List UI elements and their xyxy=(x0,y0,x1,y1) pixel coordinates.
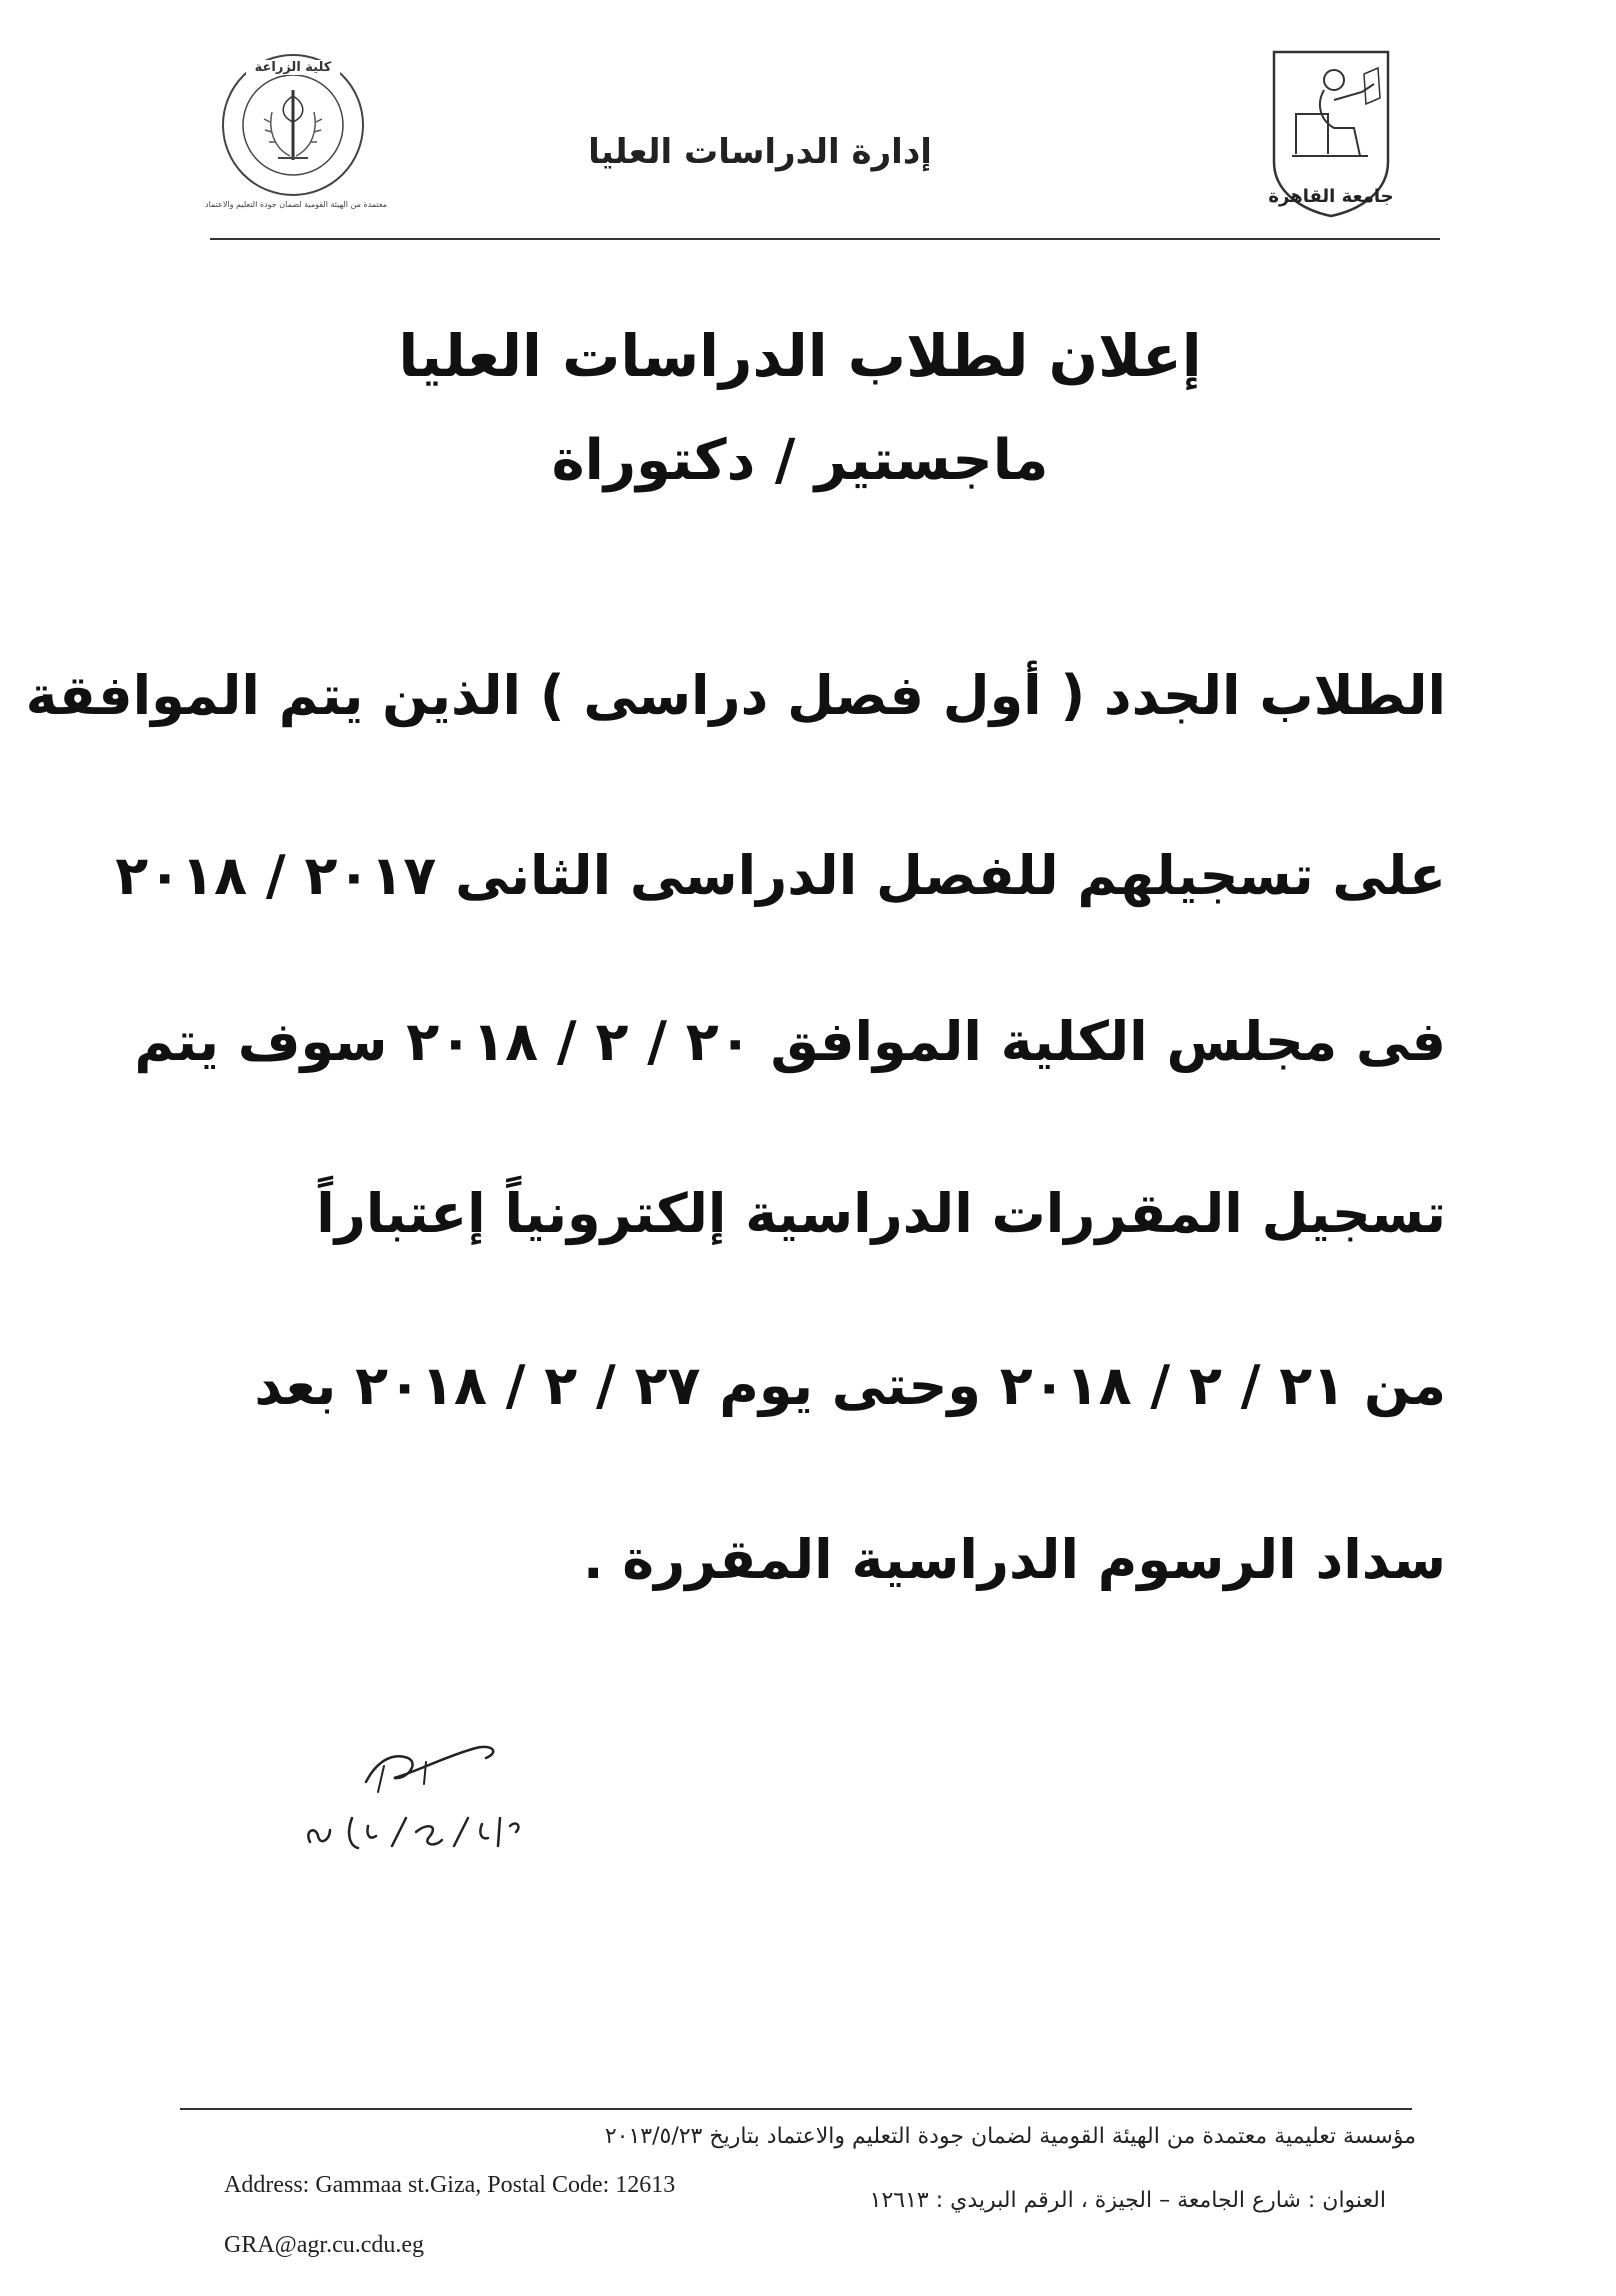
body-line: فى مجلس الكلية الموافق ٢٠ / ٢ / ٢٠١٨ سوف يتم xyxy=(134,1010,1446,1073)
department-name: إدارة الدراسات العليا xyxy=(588,132,932,172)
body-line: تسجيل المقررات الدراسية إلكترونياً إعتباراً xyxy=(316,1182,1446,1245)
footer-divider xyxy=(180,2108,1412,2110)
handwritten-signature xyxy=(296,1722,536,1872)
body-line: الطلاب الجدد ( أول فصل دراسى ) الذين يتم الموافقة xyxy=(25,664,1446,727)
address-english: Address: Gammaa st.Giza, Postal Code: 12613 xyxy=(224,2172,676,2198)
faculty-seal-text: كلية الزراعة xyxy=(246,60,340,75)
accreditation-note: مؤسسة تعليمية معتمدة من الهيئة القومية لضمان جودة التعليم والاعتماد بتاريخ ٢٠١٣/٥/٢٣ xyxy=(604,2124,1416,2149)
faculty-seal-ring-text: معتمدة من الهيئة القومية لضمان جودة التعليم والاعتماد xyxy=(205,200,387,209)
address-arabic: العنوان : شارع الجامعة – الجيزة ، الرقم البريدي : ١٢٦١٣ xyxy=(869,2188,1386,2213)
announcement-title: إعلان لطلاب الدراسات العليا xyxy=(398,322,1202,390)
body-line: سداد الرسوم الدراسية المقررة . xyxy=(582,1528,1446,1591)
announcement-subtitle: ماجستير / دكتوراة xyxy=(551,428,1049,493)
body-line: من ٢١ / ٢ / ٢٠١٨ وحتى يوم ٢٧ / ٢ / ٢٠١٨ بعد xyxy=(254,1354,1446,1417)
contact-email[interactable]: GRA@agr.cu.cdu.eg xyxy=(224,2232,425,2258)
body-line: على تسجيلهم للفصل الدراسى الثانى ٢٠١٧ / ٢٠١٨ xyxy=(115,844,1446,907)
university-name: جامعة القاهرة xyxy=(1268,186,1394,207)
header-divider xyxy=(210,238,1440,240)
